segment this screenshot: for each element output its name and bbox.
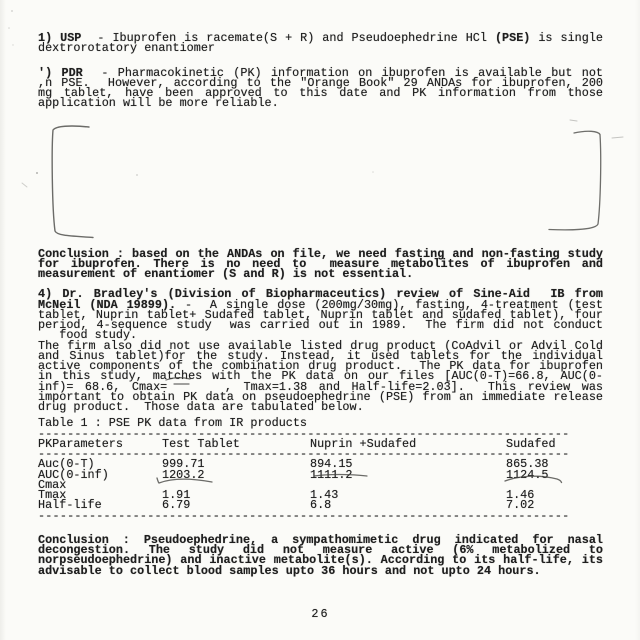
cell-value: 894.15 <box>310 457 353 472</box>
table-header-nuprin-sudafed: Nuprin +Sudafed <box>310 436 417 451</box>
cell-value: 7.02 <box>506 498 535 513</box>
text-line: advisable to collect blood samples upto 36 hours and not upto 24 hours. <box>38 563 541 578</box>
text-line: McNeil (NDA 19899). - A single dose (200mg/30mg), fasting, 4-treatment (test <box>38 297 603 312</box>
cell-value: 6.79 <box>162 498 191 513</box>
cell-param: Tmax <box>38 488 67 502</box>
text-line: tablet, Nuprin tablet+ Sudafed tablet, Nuprin tablet and sudafed tablet), four <box>38 307 603 322</box>
cell-value: 1111.2 <box>310 467 353 482</box>
text-line: for ibuprofen. There is no need to measure metabolites of ibuprofen and <box>38 256 603 271</box>
stray-speck <box>8 27 10 29</box>
table-separator-top: ------------------------------------------------------------------------- <box>38 428 570 439</box>
table-separator-header: ------------------------------------------------------------------------- <box>38 449 570 460</box>
text-line: 1) USP - Ibuprofen is racemate(S + R) and Pseudoephedrine HCl (PSE) is single <box>38 31 603 45</box>
paragraph-usp <box>38 33 603 54</box>
paragraph-pdr <box>38 65 603 111</box>
text-line: important to obtain PK data on pseudoephedrine (PSE) from an immediate release <box>38 389 603 404</box>
stray-speck <box>12 44 13 45</box>
table-row-auc0inf <box>38 467 603 482</box>
page-number: 26 <box>311 606 330 621</box>
cell-param: Half-life <box>38 498 102 513</box>
cell-value: 1124.5 <box>506 467 549 482</box>
text-line: dextrorotatory enantiomer <box>38 41 215 56</box>
stray-mark <box>612 137 623 138</box>
text-line: 4) Dr. Bradley's (Division of Biopharmaceutics) review of Sine-Aid IB from <box>38 287 603 302</box>
text-line: Conclusion : Pseudoephedrine, a sympathomimetic drug indicated for nasal <box>38 532 603 547</box>
text-line: drug product. Those data are tabulated below. <box>38 400 364 414</box>
text-line: active components of the combination drug product. The PK data for ibuprofen <box>38 359 603 373</box>
paragraph-conclusion-ibuprofen <box>38 246 603 281</box>
text-line: norpseudoephedrine) and inactive metabolite(s). According to its half-life, its <box>38 553 603 568</box>
text-line: in this study, matches with the PK data on our files [AUC(0-T)=66.8, AUC(0- <box>38 369 603 384</box>
redacted-region <box>38 109 603 249</box>
table-separator-bottom: ------------------------------------------------------------------------- <box>38 510 570 521</box>
cell-value: 1.43 <box>310 488 339 502</box>
text-line: Conclusion : based on the ANDAs on file, we need fasting and non-fasting study <box>38 246 603 261</box>
text-line: ,n PSE. However, according to the "Orange Book" 29 ANDAs for ibuprofen, 200 <box>38 75 603 90</box>
table-header-parameter: PKParameters <box>38 436 123 451</box>
text-line: measurement of enantiomer (S and R) is not essential. <box>38 267 414 281</box>
cell-value: 999.71 <box>162 457 205 472</box>
text-line: and Sinus tablet)for the study. Instead, it used tablets for the individual <box>38 348 603 363</box>
text-line: ') PDR - Pharmacokinetic (PK) information on ibuprofen is available but not <box>38 65 603 80</box>
cell-param: Auc(0-T) <box>38 457 95 472</box>
cell-value: 1203.2 <box>162 467 205 482</box>
document-body <box>38 33 603 619</box>
cell-value: 1.91 <box>162 488 191 502</box>
text-line: The firm also did not use available listed drug product (CoAdvil or Advil Cold <box>38 338 603 353</box>
cell-value: 6.8 <box>310 498 332 513</box>
cell-param: AUC(0-inf) <box>38 467 109 482</box>
text-line: food study. <box>38 328 138 343</box>
cell-param: Cmax <box>38 477 67 492</box>
text-line: decongestion. The study did not measure active (6% metabolized to <box>38 543 603 557</box>
cell-value: 1.46 <box>506 488 535 502</box>
paragraph-bradley-review <box>38 289 603 412</box>
pse-pk-table <box>38 418 603 521</box>
stray-speck <box>11 10 13 12</box>
cell-value-redacted <box>310 480 506 490</box>
text-line: application will be more reliable. <box>38 96 279 111</box>
paragraph-conclusion-pse <box>38 532 603 578</box>
table-header-row <box>38 436 603 451</box>
stray-mark <box>22 183 27 187</box>
table-row-halflife <box>38 498 603 513</box>
table-header-test-tablet: Test Tablet <box>162 436 240 451</box>
text-line: inf)= 68.6, Cmax= , Tmax=1.38 and Half-life=2.03]. This review was <box>38 379 603 394</box>
table-header-sudafed: Sudafed <box>506 436 556 451</box>
cell-value: 865.38 <box>506 457 549 472</box>
table-title: Table 1 : PSE PK data from IR products <box>38 416 308 431</box>
text-line: period, 4-sequence study was carried out in 1989. The firm did not conduct <box>38 318 603 332</box>
text-line: mg tablet, have been approved to this date and PK information from those <box>38 86 603 100</box>
